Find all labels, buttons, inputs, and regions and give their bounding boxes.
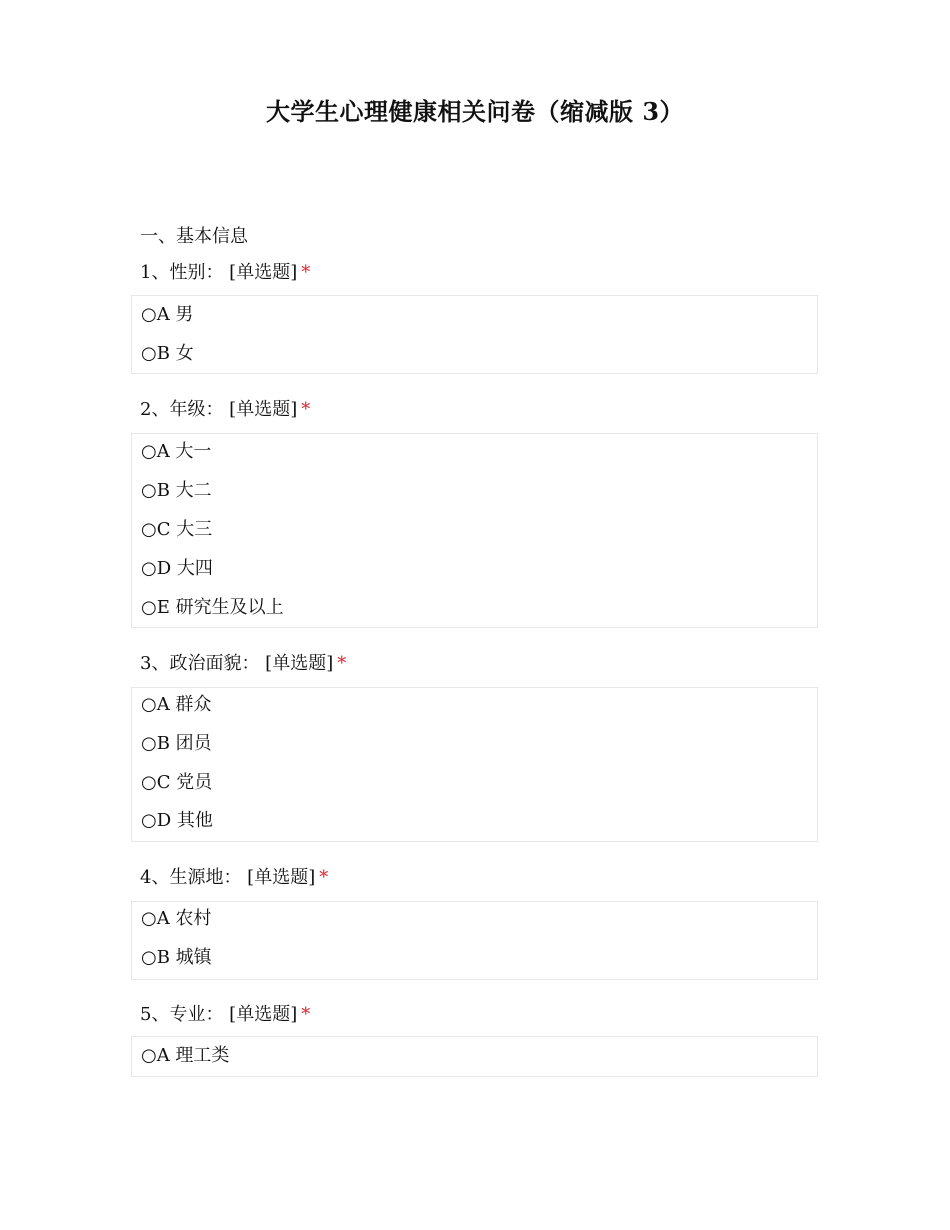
option-freshman[interactable]: ○A 大一 [141,441,212,462]
option-graduate[interactable]: ○E 研究生及以上 [141,597,284,618]
option-sophomore[interactable]: ○B 大二 [141,480,212,501]
option-rural[interactable]: ○A 农村 [141,908,212,929]
option-league-member[interactable]: ○B 团员 [141,733,212,754]
option-party-member[interactable]: ○C 党员 [141,772,213,793]
survey-title: 大学生心理健康相关问卷（缩减版 3） [265,97,685,126]
question-1-label: 1、性别： [单选题] * [140,262,311,283]
required-mark: * [301,399,311,420]
section-title: 一、基本信息 [140,226,248,247]
question-5-label: 5、专业： [单选题] * [140,1004,311,1025]
option-other[interactable]: ○D 其他 [141,810,213,831]
question-5-options [131,1036,818,1077]
question-3-label: 3、政治面貌： [单选题] * [140,653,347,674]
question-4-label: 4、生源地： [单选题] * [140,867,329,888]
required-mark: * [301,1004,311,1025]
option-science-engineering[interactable]: ○A 理工类 [141,1045,230,1066]
required-mark: * [319,867,329,888]
required-mark: * [337,653,347,674]
option-masses[interactable]: ○A 群众 [141,694,212,715]
option-senior[interactable]: ○D 大四 [141,558,213,579]
option-junior[interactable]: ○C 大三 [141,519,213,540]
question-2-options [131,433,818,628]
option-female[interactable]: ○B 女 [141,343,194,364]
required-mark: * [301,262,311,283]
question-2-label: 2、年级： [单选题] * [140,399,311,420]
question-3-options [131,687,818,842]
option-male[interactable]: ○A 男 [141,304,194,325]
question-1-options [131,295,818,374]
question-4-options [131,901,818,980]
option-urban[interactable]: ○B 城镇 [141,947,212,968]
